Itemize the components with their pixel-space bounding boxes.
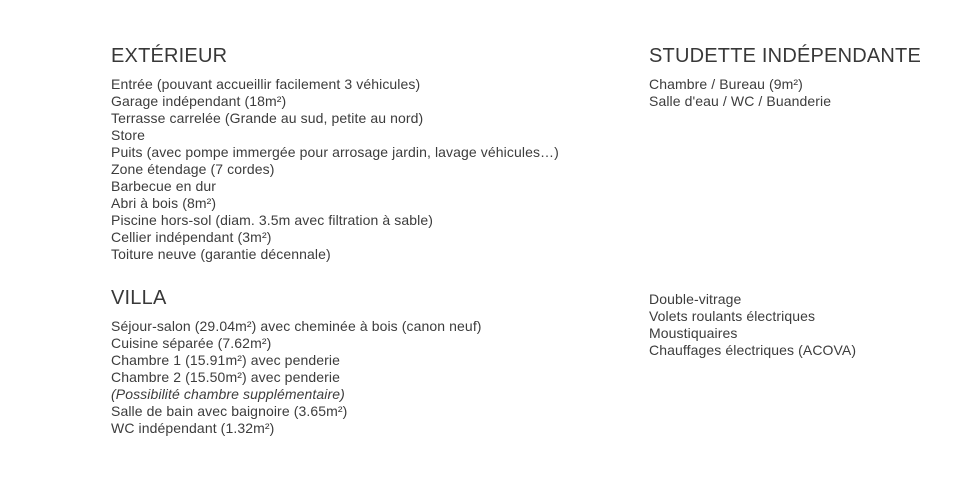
section-studette — [649, 45, 921, 110]
list-item: Salle de bain avec baignoire (3.65m²) — [111, 403, 348, 419]
list-item: Chambre 1 (15.91m²) avec penderie — [111, 352, 340, 368]
list-item: Entrée (pouvant accueillir facilement 3 véhicules) — [111, 76, 421, 92]
list-item: Terrasse carrelée (Grande au sud, petite au nord) — [111, 110, 424, 126]
section-title-villa: VILLA — [111, 287, 167, 309]
list-item: Chambre / Bureau (9m²) — [649, 76, 803, 92]
list-item: Garage indépendant (18m²) — [111, 93, 287, 109]
list-item: Store — [111, 127, 145, 143]
list-item: Cellier indépendant (3m²) — [111, 229, 272, 245]
section-exterior — [111, 45, 559, 263]
list-item: Toiture neuve (garantie décennale) — [111, 246, 331, 262]
list-item: Double-vitrage — [649, 291, 742, 307]
list-item: WC indépendant (1.32m²) — [111, 420, 275, 436]
list-item: Séjour-salon (29.04m²) avec cheminée à bois (canon neuf) — [111, 318, 482, 334]
list-item: Piscine hors-sol (diam. 3.5m avec filtration à sable) — [111, 212, 433, 228]
list-item: Puits (avec pompe immergée pour arrosage jardin, lavage véhicules…) — [111, 144, 559, 160]
section-features — [649, 291, 856, 359]
list-item: Volets roulants électriques — [649, 308, 816, 324]
section-title-exterior: EXTÉRIEUR — [111, 45, 228, 67]
list-item: Moustiquaires — [649, 325, 738, 341]
list-item: Barbecue en dur — [111, 178, 217, 194]
list-item: Salle d'eau / WC / Buanderie — [649, 93, 832, 109]
list-item: Chambre 2 (15.50m²) avec penderie — [111, 369, 340, 385]
list-item: Zone étendage (7 cordes) — [111, 161, 275, 177]
list-item: Cuisine séparée (7.62m²) — [111, 335, 272, 351]
section-title-studette: STUDETTE INDÉPENDANTE — [649, 45, 922, 67]
list-item-note: (Possibilité chambre supplémentaire) — [111, 386, 345, 402]
list-item: Abri à bois (8m²) — [111, 195, 217, 211]
list-item: Chauffages électriques (ACOVA) — [649, 342, 857, 358]
section-villa — [111, 287, 482, 437]
